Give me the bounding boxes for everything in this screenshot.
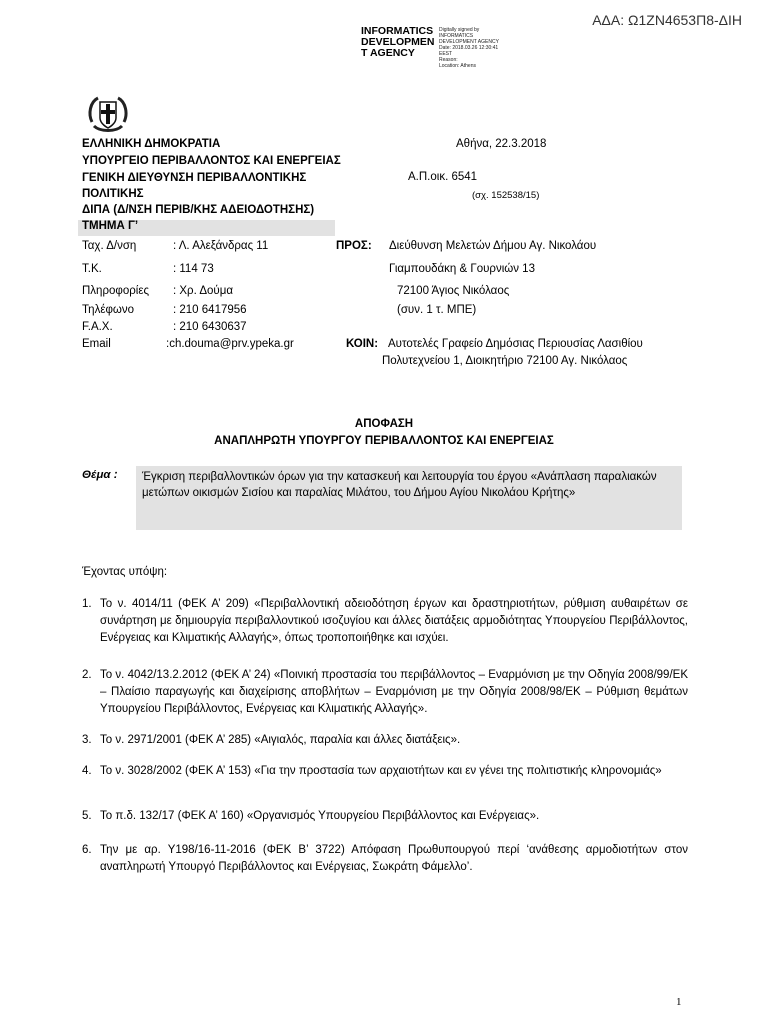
decision-title: ΑΠΟΦΑΣΗ [354, 418, 414, 430]
dipa-text: ΔΙΠΑ (Δ/ΝΣΗ ΠΕΡΙΒ/ΚΗΣ ΑΔΕΙΟΔΟΤΗΣΗΣ) [82, 204, 315, 216]
signature-detail: INFORMATICS [439, 33, 474, 39]
contact-value: : 210 6430637 [173, 321, 247, 333]
signature-detail: Location: Athens [439, 63, 476, 69]
contact-value: : Λ. Αλεξάνδρας 11 [173, 240, 269, 252]
cc-line: Πολυτεχνείου 1, Διοικητήριο 72100 Αγ. Νικόλαος [382, 355, 628, 367]
list-item-number: 3. [82, 734, 92, 746]
contact-label: Email [82, 338, 111, 350]
signature-detail: Digitally signed by [439, 27, 480, 33]
list-item [82, 808, 688, 825]
list-item-text: Το ν. 3028/2002 (ΦΕΚ Α’ 153) «Για την προστασία των αρχαιοτήτων και εν γένει της πολιτιστικής κληρονομιάς» [100, 765, 662, 777]
signature-detail: Reason: [439, 57, 458, 63]
tmima-line: ΤΜΗΜΑ Γ’ [78, 220, 335, 236]
header-line: ΓΕΝΙΚΗ ΔΙΕΥΘΥΝΣΗ ΠΕΡΙΒΑΛΛΟΝΤΙΚΗΣ [82, 172, 307, 184]
list-item-number: 6. [82, 844, 92, 856]
contact-value: : Χρ. Δούμα [173, 285, 233, 297]
contact-label: F.A.X. [82, 321, 113, 333]
list-item [82, 667, 688, 718]
cc-label: ΚΟΙΝ: [346, 338, 379, 350]
contact-email: :ch.douma@prv.ypeka.gr [166, 338, 294, 350]
recipient-label: ΠΡΟΣ: [336, 240, 372, 252]
recipient-line: Γιαμπουδάκη & Γουρνιών 13 [389, 263, 535, 275]
list-item-number: 2. [82, 669, 92, 681]
list-item [82, 842, 688, 876]
cc-line: Αυτοτελές Γραφείο Δημόσιας Περιουσίας Λασιθίου [388, 338, 643, 350]
contact-value: : 210 6417956 [173, 304, 247, 316]
contact-value: : 114 73 [173, 263, 214, 275]
protocol-reference: (σχ. 152538/15) [472, 190, 540, 201]
list-item-text: Το ν. 4042/13.2.2012 (ΦΕΚ Α’ 24) «Ποινική προστασία του περιβάλλοντος – Εναρμόνιση με την Οδηγία 2008/99/ΕΚ – Πλαίσιο παραγωγής και διαχείρισης αποβλήτων – Εναρμόνιση με την Οδηγία 2008/98/ΕΚ – Ρύθμιση θεμάτων Υπουργείου Περιβάλλοντος, Ενέργειας και Κλιματικής Αλλαγής». [100, 669, 688, 715]
signature-details [439, 27, 519, 69]
contact-label: Πληροφορίες [82, 285, 150, 297]
list-item-text: Το π.δ. 132/17 (ΦΕΚ Α’ 160) «Οργανισμός Υπουργείου Περιβάλλοντος και Ενέργειας». [100, 810, 540, 822]
recipient-line: Διεύθυνση Μελετών Δήμου Αγ. Νικολάου [389, 240, 597, 252]
decision-subtitle: ΑΝΑΠΛΗΡΩΤΗ ΥΠΟΥΡΓΟΥ ΠΕΡΙΒΑΛΛΟΝΤΟΣ ΚΑΙ ΕΝΕΡΓΕΙΑΣ [214, 435, 554, 447]
date-line: Αθήνα, 22.3.2018 [456, 138, 547, 150]
signature-detail: Date: 2018.03.26 12:30:41 [439, 45, 499, 51]
protocol-number: Α.Π.οικ. 6541 [408, 171, 478, 183]
list-item-text: Το ν. 2971/2001 (ΦΕΚ Α’ 285) «Αιγιαλός, παραλία και άλλες διατάξεις». [100, 734, 461, 746]
subject-box [136, 466, 682, 530]
list-item [82, 763, 688, 780]
recipient-line: (συν. 1 τ. ΜΠΕ) [397, 304, 477, 316]
contact-label: Τηλέφωνο [82, 304, 135, 316]
signature-org-line: INFORMATICS [361, 25, 434, 37]
subject-label: Θέμα : [82, 469, 118, 481]
coat-of-arms-icon [86, 92, 130, 136]
ada-code: ΑΔΑ: Ω1ΖΝ4653Π8-ΔΙΗ [592, 12, 742, 28]
list-item-number: 5. [82, 810, 92, 822]
contact-label: Ταχ. Δ/νση [82, 240, 137, 252]
dipa-line [82, 204, 314, 216]
list-item-number: 1. [82, 598, 92, 610]
signature-detail: DEVELOPMENT AGENCY [439, 39, 499, 45]
list-item-text: Το ν. 4014/11 (ΦΕΚ Α’ 209) «Περιβαλλοντική αδειοδότηση έργων και δραστηριοτήτων, ρύθμιση αυθαιρέτων σε συνάρτηση με δημιουργία περιβαλλοντικού ισοζυγίου και άλλες διατάξεις αρμοδιότητας Υπουργείου Περιβάλλοντος, Ενέργειας και Κλιματικής Αλλαγής», όπως τροποποιήθηκε και ισχύει. [100, 598, 688, 644]
header-line: ΠΟΛΙΤΙΚΗΣ [82, 188, 144, 200]
page-number: 1 [676, 996, 682, 1008]
signature-org-line: DEVELOPMEN [361, 36, 435, 48]
contact-label: Τ.Κ. [82, 263, 102, 275]
list-item [82, 596, 688, 647]
having-in-mind: Έχοντας υπόψη: [82, 566, 168, 578]
header-line: ΕΛΛΗΝΙΚΗ ΔΗΜΟΚΡΑΤΙΑ [82, 138, 221, 150]
signature-detail: EEST [439, 51, 453, 57]
list-item-number: 4. [82, 765, 92, 777]
recipient-line: 72100 Άγιος Νικόλαος [397, 285, 510, 297]
signature-org-line: T AGENCY [361, 47, 415, 59]
list-item [82, 732, 688, 749]
subject-text: Έγκριση περιβαλλοντικών όρων για την κατασκευή και λειτουργία του έργου «Ανάπλαση παραλιακών μετώπων οικισμών Σισίου και παραλίας Μιλάτου, του Δήμου Αγίου Νικολάου Κρήτης» [142, 471, 657, 499]
signature-organization [361, 26, 437, 59]
header-line: ΥΠΟΥΡΓΕΙΟ ΠΕΡΙΒΑΛΛΟΝΤΟΣ ΚΑΙ ΕΝΕΡΓΕΙΑΣ [82, 155, 341, 167]
list-item-text: Την με αρ. Υ198/16-11-2016 (ΦΕΚ Β’ 3722) Απόφαση Πρωθυπουργού περί ‘ανάθεσης αρμοδιοτήτων στον αναπληρωτή Υπουργό Περιβάλλοντος και Ενέργειας, Σωκράτη Φάμελλο’. [100, 844, 688, 873]
